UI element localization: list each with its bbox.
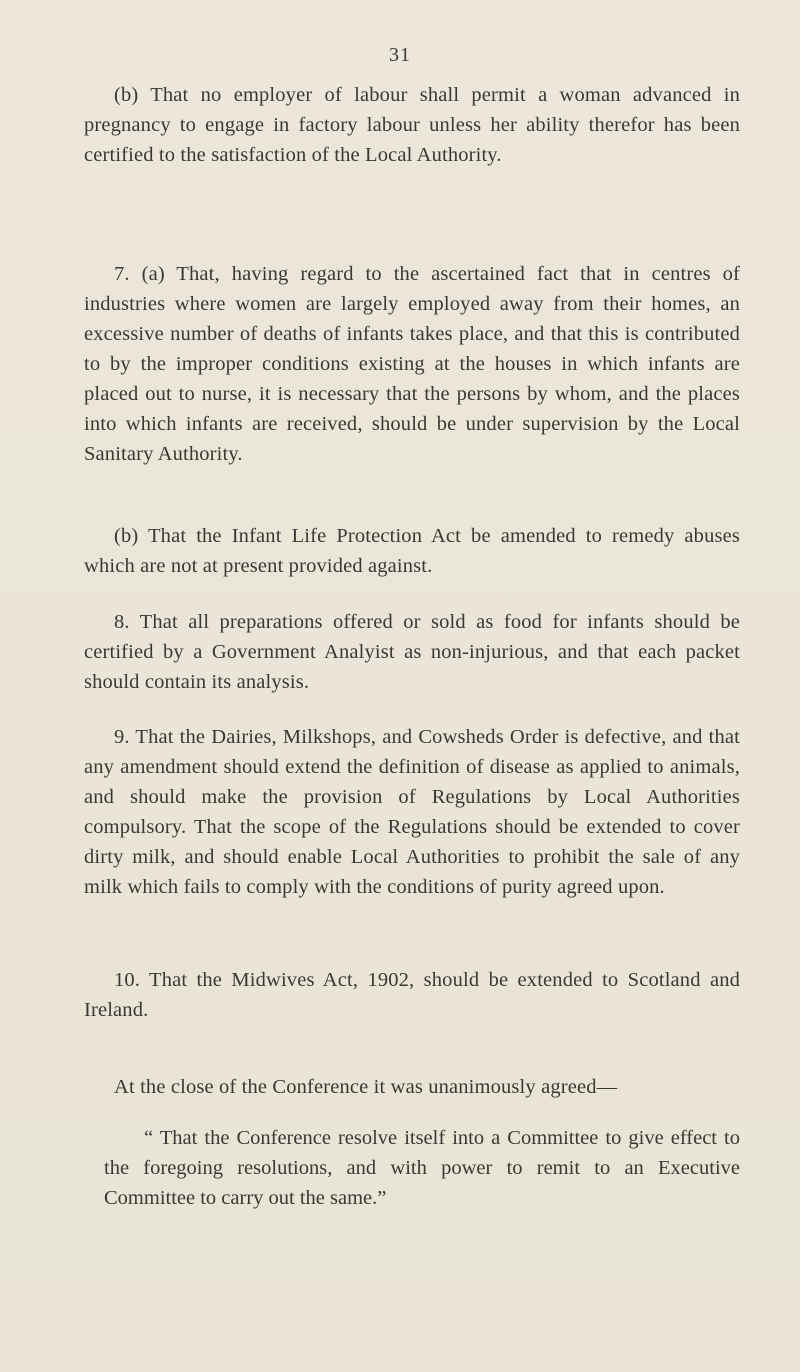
resolution-quote: “ That the Conference resolve itself into a Committee to give effect to the foregoing resolutions, and with power to remit to an Executive Committee to carry out the same.” xyxy=(104,1127,740,1209)
paragraph-6b: (b) That no employer of labour shall permit a woman advanced in pregnancy to engage in factory labour unless her ability therefor has been certified to the satisfaction of the Local Authority. xyxy=(84,84,740,166)
paragraph-7a: 7. (a) That, having regard to the ascertained fact that in centres of industries where women are largely employed away from their homes, an excessive number of deaths of infants takes place, and that this is contributed to by the improper conditions existing at the houses in which infants are placed out to nurse, it is necessary that the persons by whom, and the places into which infants are received, should be under supervision by the Local Sanitary Authority. xyxy=(84,263,740,465)
paragraph-10: 10. That the Midwives Act, 1902, should be extended to Scotland and Ireland. xyxy=(84,969,740,1021)
paragraph-7b: (b) That the Infant Life Protection Act be amended to remedy abuses which are not at present provided against. xyxy=(84,525,740,577)
closing-statement: At the close of the Conference it was unanimously agreed— xyxy=(114,1076,618,1098)
paragraph-9: 9. That the Dairies, Milkshops, and Cowsheds Order is defective, and that any amendment should extend the definition of disease as applied to animals, and should make the provision of Regulations by Local Authorities compulsory. That the scope of the Regulations should be extended to cover dirty milk, and should enable Local Authorities to prohibit the sale of any milk which fails to comply with the conditions of purity agreed upon. xyxy=(84,726,740,898)
page-number: 31 xyxy=(389,44,411,66)
paragraph-8: 8. That all preparations offered or sold as food for infants should be certified by a Government Analyist as non-injurious, and that each packet should contain its analysis. xyxy=(84,611,740,693)
